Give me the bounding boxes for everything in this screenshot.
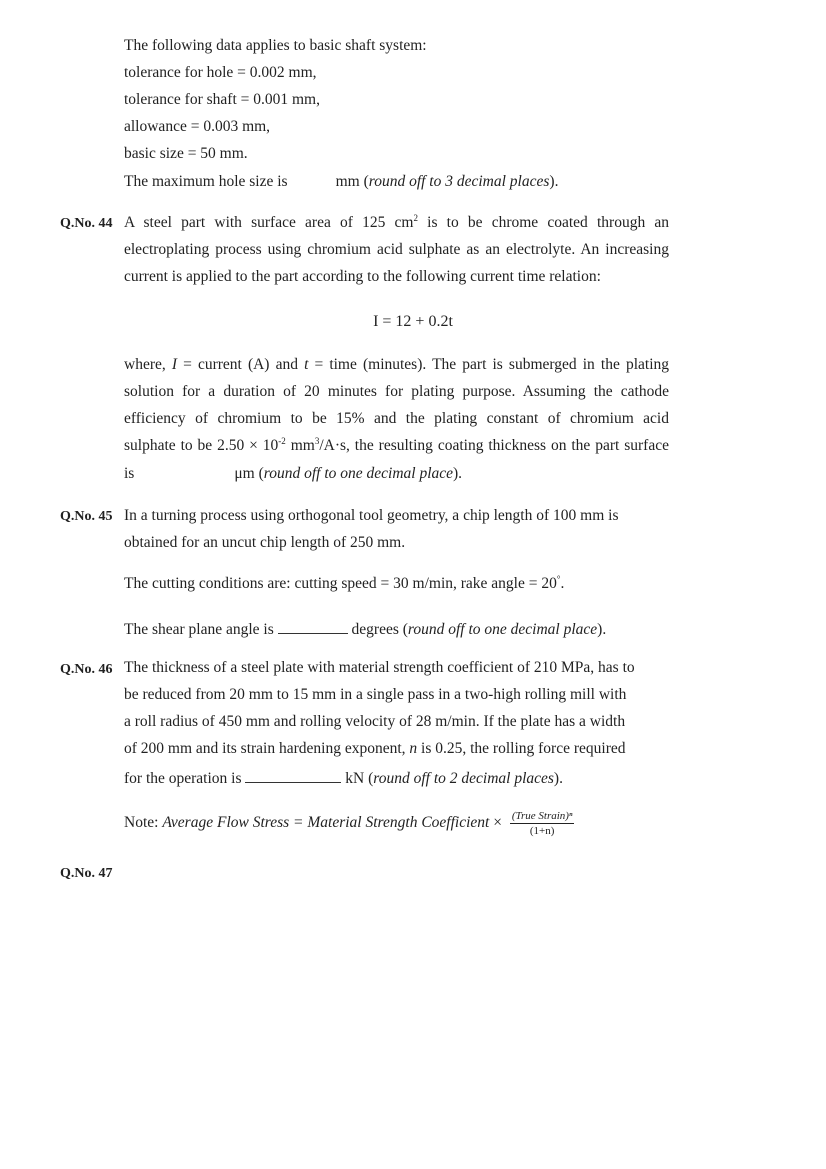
- q44-line-3: current is applied to the part according to the following current time relation:: [124, 268, 601, 285]
- intro-line-2: tolerance for hole = 0.002 mm,: [124, 64, 317, 81]
- q45-line-2: obtained for an uncut chip length of 250 mm.: [124, 534, 406, 551]
- q44-line-2: electroplating process using chromium acid sulphate as an electrolyte. An increasing: [124, 241, 669, 258]
- intro-prompt: The maximum hole size is: [124, 173, 288, 190]
- q46-line-3: a roll radius of 450 mm and rolling velocity of 28 m/min. If the plate has a width: [124, 713, 626, 730]
- answer-blank[interactable]: [278, 619, 348, 634]
- question-45-label: Q.No. 45: [60, 509, 113, 524]
- answer-blank[interactable]: [245, 768, 341, 783]
- q44-line-4: where, I = current (A) and t = time (minutes). The part is submerged in the plating: [124, 356, 669, 373]
- q46-line-2: be reduced from 20 mm to 15 mm in a single pass in a two-high rolling mill with: [124, 686, 627, 703]
- q46-line-4: of 200 mm and its strain hardening exponent, n is 0.25, the rolling force required: [124, 740, 626, 757]
- q45-line-1: In a turning process using orthogonal tool geometry, a chip length of 100 mm is: [124, 507, 619, 524]
- q46-line-5: for the operation is kN (round off to 2 decimal places).: [124, 770, 563, 787]
- question-44-label: Q.No. 44: [60, 216, 113, 231]
- intro-line-1: The following data applies to basic shaft system:: [124, 37, 427, 54]
- intro-line-5: basic size = 50 mm.: [124, 145, 248, 162]
- q44-line-5: solution for a duration of 20 minutes for plating purpose. Assuming the cathode: [124, 383, 669, 400]
- q44-line-6: efficiency of chromium to be 15% and the plating constant of chromium acid: [124, 410, 669, 427]
- q45-line-4: The shear plane angle is degrees (round off to one decimal place).: [124, 621, 607, 638]
- intro-line-4: allowance = 0.003 mm,: [124, 118, 271, 135]
- q44-equation: I = 12 + 0.2t: [373, 313, 453, 330]
- question-46-label: Q.No. 46: [60, 662, 113, 677]
- flow-stress-fraction: $\frac{\text{(True Strain)ⁿ}}{(1+n)}$: [511, 810, 573, 837]
- q44-line-8: is μm (round off to one decimal place).: [124, 465, 463, 482]
- q44-line-7: sulphate to be $2.50 \times 10^{-2}$ $mm^3/A\cdot s$, the resulting coating thickness on the part surface: [124, 436, 669, 454]
- q46-line-1: The thickness of a steel plate with material strength coefficient of 210 MPa, has to: [124, 659, 635, 676]
- intro-line-3: tolerance for shaft = 0.001 mm,: [124, 91, 320, 108]
- q45-line-3: The cutting conditions are: cutting speed = 30 m/min, rake angle = 20°.: [124, 574, 565, 592]
- q46-note: Note: Average Flow Stress = Material Strength Coefficient × $\frac{\text{(True Strain)ⁿ}}{(1+n)}$: [124, 810, 573, 837]
- intro-line-6: The maximum hole size is mm (round off to 3 decimal places).: [124, 173, 559, 190]
- question-47-label: Q.No. 47: [60, 866, 113, 881]
- q44-line-1: A steel part with surface area of 125 $cm^2$ is to be chrome coated through an: [124, 213, 670, 231]
